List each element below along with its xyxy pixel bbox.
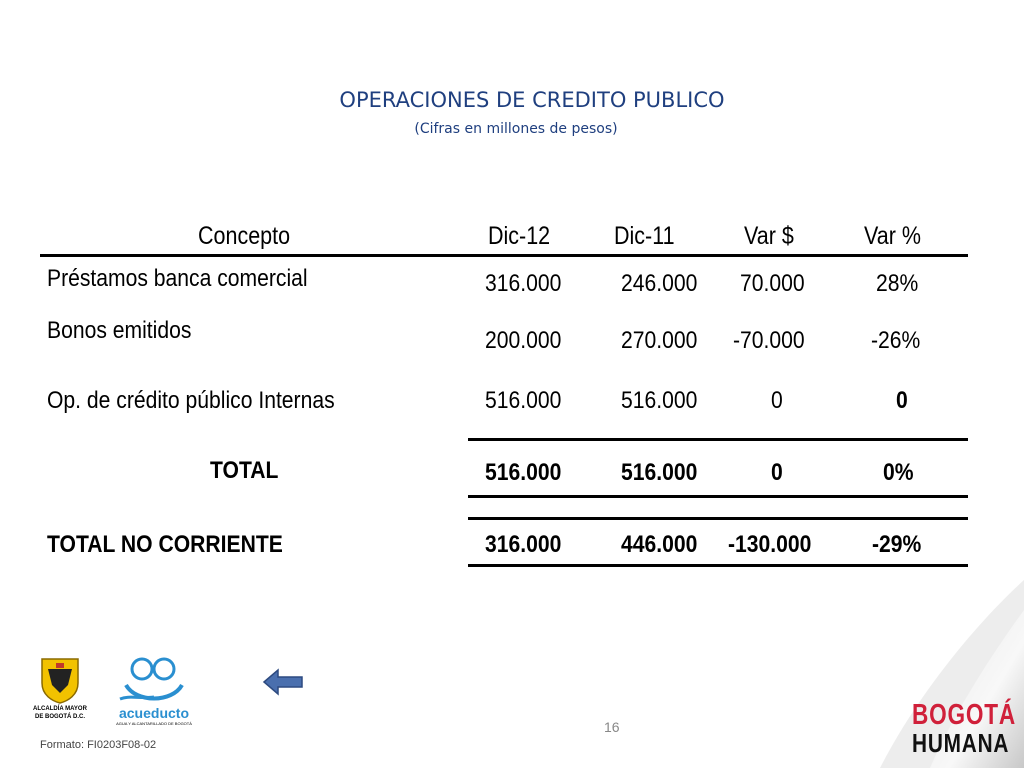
alcaldia-text-2: DE BOGOTÁ D.C. (34, 714, 85, 720)
row1-var-pct: 28% (876, 270, 919, 297)
header-rule (40, 254, 968, 257)
row1-concepto: Préstamos banca comercial (47, 265, 308, 292)
header-var-pct: Var % (864, 222, 921, 250)
alcaldia-text-1: ALCALDÍA MAYOR (33, 706, 87, 712)
row5-dic12: 316.000 (485, 531, 562, 558)
total-top-rule (468, 438, 968, 441)
bogota-logo-line1: BOGOTÁ (912, 699, 1016, 731)
acueducto-name: acueducto (118, 705, 189, 721)
row2-dic11: 270.000 (621, 327, 698, 354)
row5-dic11: 446.000 (621, 531, 698, 558)
header-concepto: Concepto (198, 222, 291, 250)
row1-dic12: 316.000 (485, 270, 562, 297)
acueducto-sub: AGUA Y ALCANTARILLADO DE BOGOTÁ (116, 721, 192, 726)
row4-dic12: 516.000 (485, 459, 562, 486)
bogota-logo-line2: HUMANA (912, 728, 1010, 758)
row3-concepto: Op. de crédito público Internas (47, 387, 335, 414)
page-number: 16 (604, 719, 620, 735)
row4-var-abs: 0 (771, 459, 783, 486)
alcaldia-shield-icon (38, 655, 82, 705)
row3-dic12: 516.000 (485, 387, 562, 414)
row2-concepto: Bonos emitidos (47, 317, 192, 344)
row2-var-pct: -26% (871, 327, 921, 354)
acueducto-frog-icon (116, 655, 192, 710)
total-bottom-rule (468, 495, 968, 498)
row3-var-pct: 0 (896, 387, 908, 414)
row2-dic12: 200.000 (485, 327, 562, 354)
nocorriente-top-rule (468, 517, 968, 520)
row4-dic11: 516.000 (621, 459, 698, 486)
page-title: OPERACIONES DE CREDITO PUBLICO (339, 88, 725, 112)
header-dic12: Dic-12 (488, 222, 551, 250)
back-arrow-icon[interactable] (262, 667, 304, 697)
row5-var-pct: -29% (872, 531, 922, 558)
row4-concepto: TOTAL (210, 457, 279, 484)
header-dic11: Dic-11 (614, 222, 675, 250)
row3-dic11: 516.000 (621, 387, 698, 414)
row4-var-pct: 0% (883, 459, 914, 486)
formato-code: Formato: FI0203F08-02 (40, 739, 157, 751)
row5-concepto: TOTAL NO CORRIENTE (47, 531, 283, 558)
row2-var-abs: -70.000 (733, 327, 805, 354)
row1-var-abs: 70.000 (740, 270, 805, 297)
row5-var-abs: -130.000 (728, 531, 812, 558)
page-subtitle: (Cifras en millones de pesos) (414, 121, 618, 137)
row3-var-abs: 0 (771, 387, 783, 414)
header-var-abs: Var $ (744, 222, 794, 250)
row1-dic11: 246.000 (621, 270, 698, 297)
table-bottom-rule (468, 564, 968, 567)
